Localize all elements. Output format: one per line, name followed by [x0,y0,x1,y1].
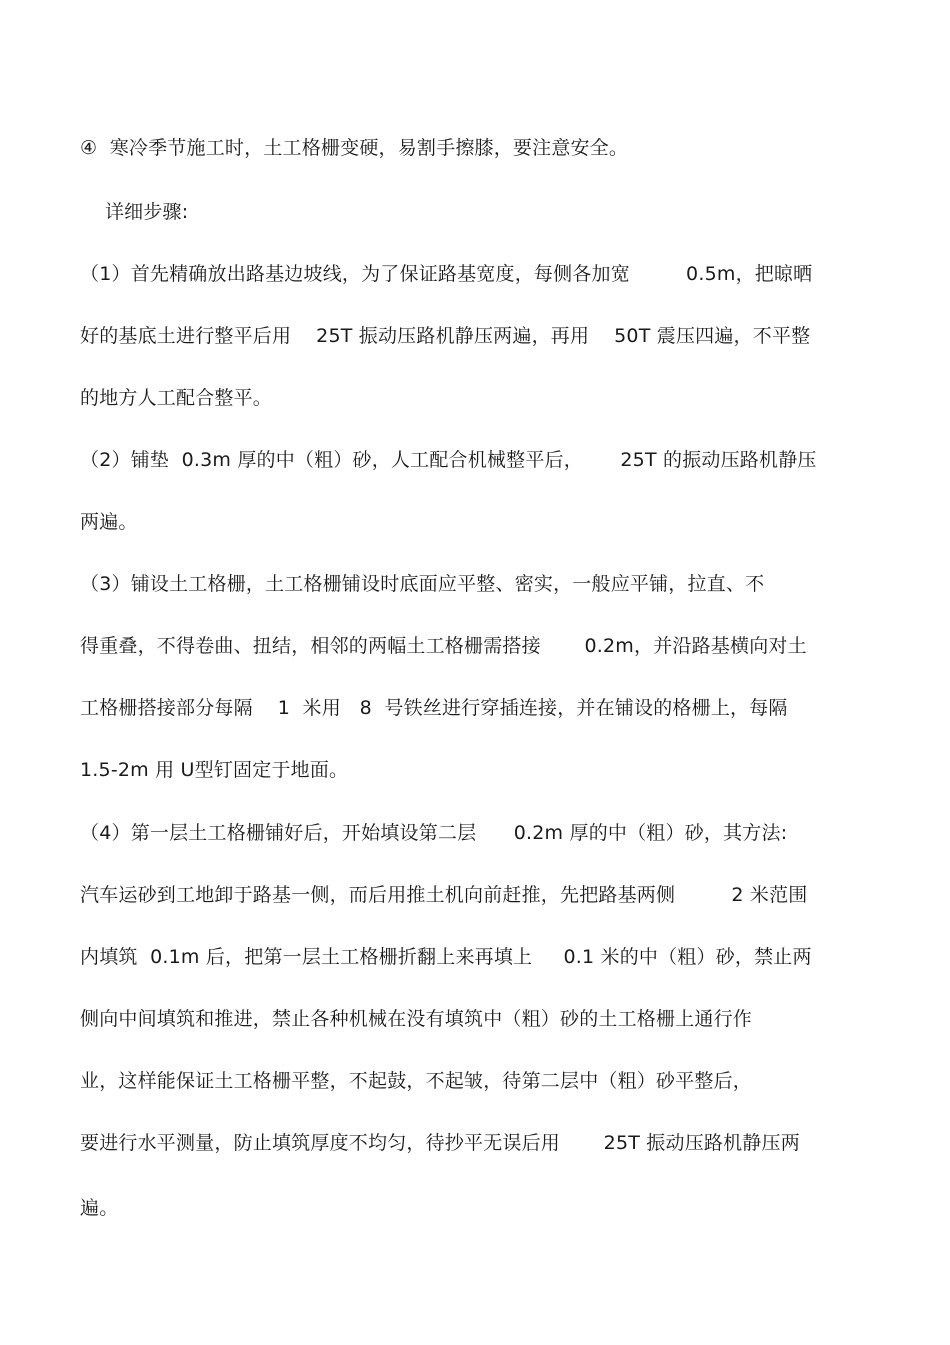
text-line: 内填筑 0.1m 后，把第一层土工格栅折翻上来再填上 0.1 米的中（粗）砂，禁止两 [80,946,812,968]
text-line: 详细步骤: [80,201,189,223]
text-line: 得重叠，不得卷曲、扭结，相邻的两幅土工格栅需搭接 0.2m，并沿路基横向对土 [80,635,807,657]
text-line: 1.5-2m 用 U型钉固定于地面。 [80,759,349,781]
text-line: ④ 寒冷季节施工时，土工格栅变硬，易割手擦膝，要注意安全。 [80,137,629,159]
text-line: 的地方人工配合整平。 [80,387,273,409]
text-line: （4）第一层土工格栅铺好后，开始填设第二层 0.2m 厚的中（粗）砂，其方法: [80,822,788,844]
text-line: 遍。 [80,1197,119,1219]
text-line: （2）铺垫 0.3m 厚的中（粗）砂，人工配合机械整平后， 25T 的振动压路机静压 [80,449,817,471]
text-line: 要进行水平测量，防止填筑厚度不均匀，待抄平无误后用 25T 振动压路机静压两 [80,1132,800,1154]
text-line: 好的基底土进行整平后用 25T 振动压路机静压两遍，再用 50T 震压四遍，不平整 [80,325,811,347]
text-line: （3）铺设土工格栅，土工格栅铺设时底面应平整、密实，一般应平铺，拉直、不 [80,573,765,595]
text-line: 两遍。 [80,511,138,533]
text-line: 汽车运砂到工地卸于路基一侧，而后用推土机向前赶推，先把路基两侧 2 米范围 [80,884,808,906]
text-line: 工格栅搭接部分每隔 1 米用 8 号铁丝进行穿插连接，并在铺设的格栅上，每隔 [80,697,788,719]
text-line: 业，这样能保证土工格栅平整，不起鼓，不起皱，待第二层中（粗）砂平整后， [80,1070,753,1092]
text-line: 侧向中间填筑和推进，禁止各种机械在没有填筑中（粗）砂的土工格栅上通行作 [80,1008,753,1030]
text-line: （1）首先精确放出路基边坡线，为了保证路基宽度，每侧各加宽 0.5m，把晾晒 [80,263,813,285]
